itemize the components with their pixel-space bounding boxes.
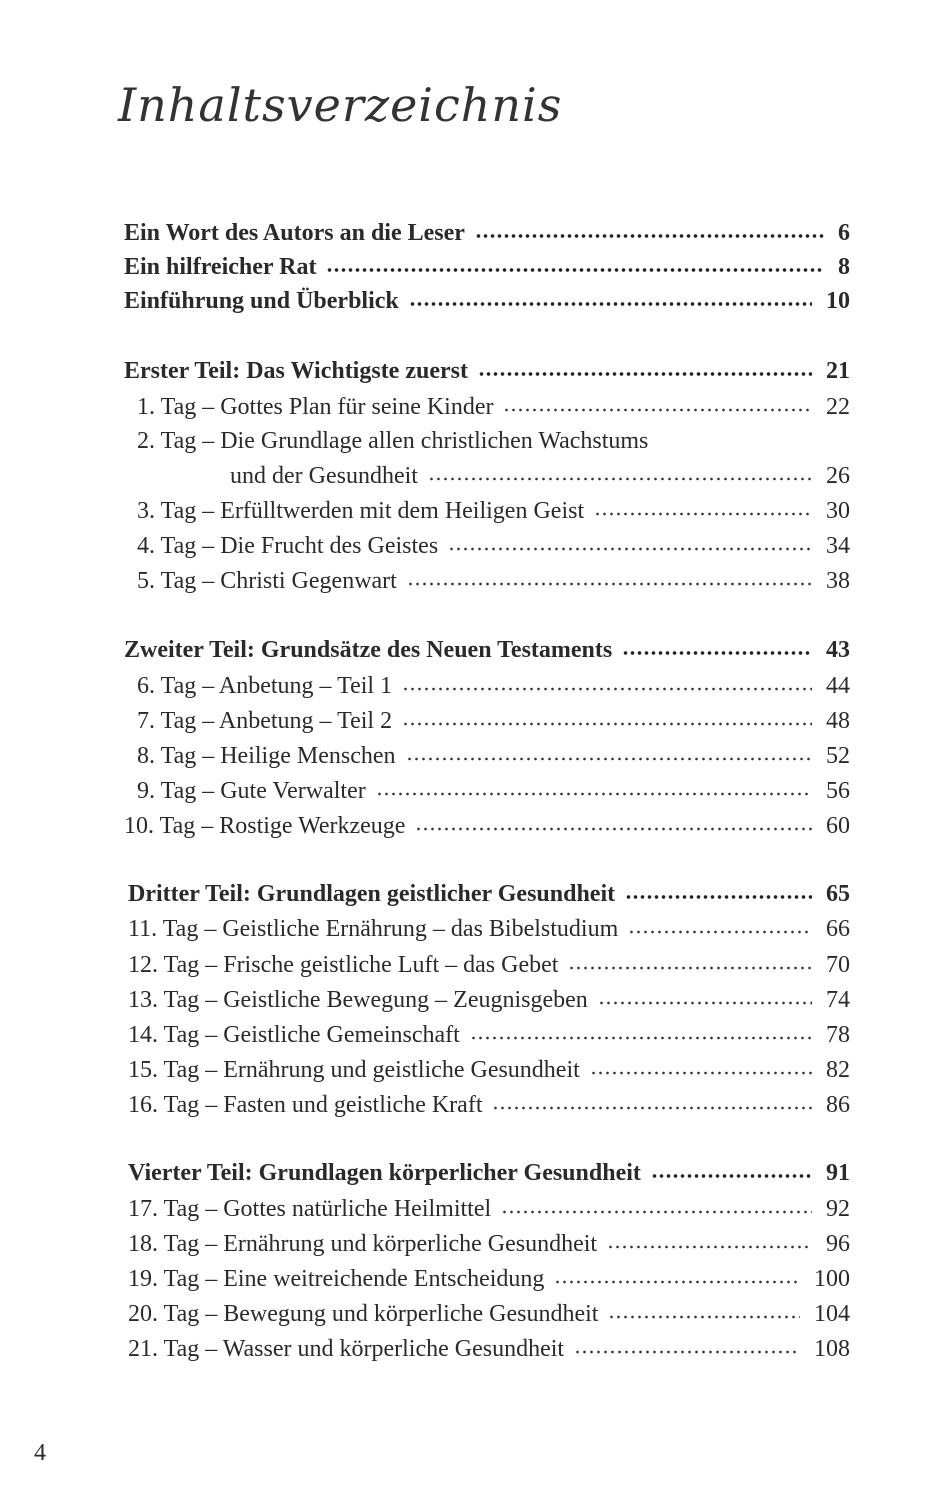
toc-entry-page: 48 [826, 708, 850, 734]
toc-entry-page: 104 [814, 1301, 850, 1327]
toc-entry[interactable] [0, 286, 941, 321]
toc-entry-title: Tag – Fasten und geistliche Kraft [163, 1092, 483, 1118]
toc-leader [607, 1245, 812, 1249]
toc-entry-page: 78 [826, 1022, 850, 1048]
toc-entry-number: 2. [137, 428, 155, 454]
toc-entry-title: Tag – Geistliche Bewegung – Zeugnisgeben [163, 987, 588, 1013]
toc-entry-page: 108 [814, 1336, 850, 1362]
toc-leader [628, 930, 812, 934]
toc-entry-number: 4. [137, 533, 155, 559]
toc-entry-label: Ein Wort des Autors an die Leser [124, 220, 465, 246]
toc-entry[interactable] [0, 776, 941, 811]
toc-leader [402, 687, 812, 691]
toc-entry[interactable] [0, 914, 941, 949]
toc-entry-label [128, 985, 588, 1015]
toc-entry-title: Tag – Anbetung – Teil 1 [160, 673, 393, 699]
toc-entry-label: Einführung und Überblick [124, 288, 399, 314]
toc-entry-page: 43 [826, 637, 850, 663]
toc-entry-page: 96 [826, 1231, 850, 1257]
toc-entry-label [128, 950, 558, 980]
toc-entry-number: 16. [128, 1092, 158, 1118]
toc-leader [554, 1280, 800, 1284]
toc-entry-title: Tag – Gottes Plan für seine Kinder [160, 394, 494, 420]
toc-entry-title: Tag – Gottes natürliche Heilmittel [163, 1196, 492, 1222]
toc-entry-label [137, 706, 392, 736]
toc-entry-number: 14. [128, 1022, 158, 1048]
toc-entry-title: Tag – Die Grundlage allen christlichen Wachstums [160, 428, 649, 454]
toc-entry-label [128, 1090, 482, 1120]
toc-leader [415, 827, 812, 831]
toc-entry-page: 86 [826, 1092, 850, 1118]
toc-leader [478, 372, 812, 376]
toc-entry-number: 5. [137, 568, 155, 594]
toc-entry-label [128, 1229, 597, 1259]
toc-entry-label [137, 671, 392, 701]
toc-entry-label [137, 566, 397, 596]
toc-entry-page: 92 [826, 1196, 850, 1222]
toc-entry-number: 1. [137, 394, 155, 420]
toc-part-heading[interactable] [0, 356, 941, 391]
toc-entry-title: Tag – Anbetung – Teil 2 [160, 708, 393, 734]
toc-entry-title: Tag – Geistliche Ernährung – das Bibelstudium [162, 916, 619, 942]
toc-entry-label: Vierter Teil: Grundlagen körperlicher Gesundheit [128, 1160, 641, 1186]
toc-entry-page: 34 [826, 533, 850, 559]
toc-entry-page: 65 [826, 881, 850, 907]
toc-entry-number: 17. [128, 1196, 158, 1222]
toc-entry[interactable] [0, 1090, 941, 1125]
toc-leader [475, 234, 824, 238]
toc-entry-title: Tag – Eine weitreichende Entscheidung [163, 1266, 545, 1292]
toc-leader [501, 1210, 812, 1214]
toc-entry-page: 44 [826, 673, 850, 699]
toc-entry[interactable] [0, 531, 941, 566]
toc-entry[interactable] [0, 496, 941, 531]
toc-entry-page: 100 [814, 1266, 850, 1292]
toc-leader [407, 582, 812, 586]
toc-entry-label: Erster Teil: Das Wichtigste zuerst [124, 358, 468, 384]
toc-leader [470, 1036, 812, 1040]
toc-entry-number: 12. [128, 952, 158, 978]
toc-entry-label: Zweiter Teil: Grundsätze des Neuen Testaments [124, 637, 613, 663]
toc-entry-title: Tag – Frische geistliche Luft – das Gebet [163, 952, 559, 978]
toc-entry[interactable] [0, 706, 941, 741]
toc-entry-label [128, 1264, 544, 1294]
toc-entry-page: 56 [826, 778, 850, 804]
toc-entry-page: 10 [826, 288, 850, 314]
toc-leader [608, 1315, 800, 1319]
toc-entry-title: Tag – Die Frucht des Geistes [160, 533, 439, 559]
toc-entry-number: 8. [137, 743, 155, 769]
toc-part-heading[interactable] [0, 635, 941, 670]
toc-entry[interactable] [0, 252, 941, 287]
toc-entry-page: 6 [838, 220, 850, 246]
toc-entry-label [137, 531, 438, 561]
toc-entry-title: Tag – Erfülltwerden mit dem Heiligen Geist [160, 498, 585, 524]
toc-entry[interactable] [0, 1334, 941, 1369]
toc-entry-label [128, 1055, 580, 1085]
toc-leader [376, 792, 812, 796]
toc-entry-number: 7. [137, 708, 155, 734]
toc-entry-title: Tag – Bewegung und körperliche Gesundheit [163, 1301, 599, 1327]
toc-entry-page: 52 [826, 743, 850, 769]
toc-entry-label [128, 1299, 598, 1329]
toc-entry-number: 19. [128, 1266, 158, 1292]
toc-entry-number: 15. [128, 1057, 158, 1083]
toc-entry-label [128, 1194, 491, 1224]
toc-entry-number: 6. [137, 673, 155, 699]
toc-leader [448, 547, 812, 551]
toc-entry-number: 10. [124, 813, 154, 839]
toc-entry-title: Tag – Gute Verwalter [160, 778, 366, 804]
toc-entry[interactable] [0, 1229, 941, 1264]
toc-entry-title: Tag – Ernährung und geistliche Gesundheit [163, 1057, 580, 1083]
toc-entry-page: 82 [826, 1057, 850, 1083]
toc-entry[interactable] [0, 426, 941, 496]
toc-entry-number: 21. [128, 1336, 158, 1362]
toc-entry-page: 60 [826, 813, 850, 839]
toc-entry-number: 18. [128, 1231, 158, 1257]
toc-entry-title: Tag – Geistliche Gemeinschaft [163, 1022, 460, 1048]
toc-leader [590, 1071, 812, 1075]
toc-entry-label [128, 1334, 564, 1364]
toc-leader [651, 1174, 812, 1178]
toc-entry-page: 70 [826, 952, 850, 978]
toc-part-heading[interactable] [0, 879, 941, 914]
toc-entry[interactable] [0, 950, 941, 985]
toc-leader [406, 757, 813, 761]
toc-entry-label [124, 811, 405, 841]
toc-entry[interactable] [0, 1264, 941, 1299]
toc-entry-page: 91 [826, 1160, 850, 1186]
toc-entry-page: 38 [826, 568, 850, 594]
toc-leader [625, 895, 812, 899]
toc-entry[interactable] [0, 985, 941, 1020]
toc-entry[interactable] [0, 218, 941, 253]
toc-entry-page: 22 [826, 394, 850, 420]
toc-leader [409, 302, 812, 306]
toc-entry-label: Ein hilfreicher Rat [124, 254, 317, 280]
toc-entry-page: 26 [826, 463, 850, 489]
toc-part-heading[interactable] [0, 1158, 941, 1193]
toc-entry-number: 20. [128, 1301, 158, 1327]
toc-leader [428, 477, 812, 481]
toc-entry[interactable] [0, 392, 941, 427]
toc-entry-number: 13. [128, 987, 158, 1013]
toc-entry[interactable] [0, 1020, 941, 1055]
toc-leader [402, 722, 812, 726]
toc-entry-label [137, 496, 584, 526]
toc-entry-number: 9. [137, 778, 155, 804]
toc-entry-label [137, 426, 648, 456]
toc-leader [594, 512, 812, 516]
toc-entry-title: Tag – Wasser und körperliche Gesundheit [163, 1336, 565, 1362]
toc-leader [503, 408, 812, 412]
toc-entry[interactable] [0, 811, 941, 846]
toc-entry-page: 66 [826, 916, 850, 942]
toc-entry[interactable] [0, 1194, 941, 1229]
page-title: Inhaltsverzeichnis [118, 78, 563, 132]
toc-entry-label-continued: und der Gesundheit [230, 463, 418, 489]
toc-entry-page: 21 [826, 358, 850, 384]
toc-entry-page: 74 [826, 987, 850, 1013]
toc-entry-title: Tag – Christi Gegenwart [160, 568, 397, 594]
toc-entry-label [128, 1020, 460, 1050]
toc-entry-label [128, 914, 618, 944]
toc-leader [326, 268, 824, 272]
toc-entry-title: Tag – Ernährung und körperliche Gesundheit [163, 1231, 598, 1257]
toc-leader [568, 966, 812, 970]
toc-leader [622, 651, 812, 655]
toc-entry-number: 11. [128, 916, 158, 942]
toc-entry-label: Dritter Teil: Grundlagen geistlicher Gesundheit [128, 881, 616, 907]
toc-entry-page: 30 [826, 498, 850, 524]
toc-entry-label [137, 741, 396, 771]
toc-leader [492, 1106, 812, 1110]
toc-entry-page: 8 [838, 254, 850, 280]
toc-entry-number: 3. [137, 498, 155, 524]
toc-entry-label [137, 776, 366, 806]
toc-leader [598, 1001, 812, 1005]
page-number: 4 [34, 1440, 46, 1466]
toc-entry-label [137, 392, 493, 422]
toc-entry[interactable] [0, 671, 941, 706]
toc-entry-title: Tag – Heilige Menschen [160, 743, 396, 769]
toc-entry[interactable] [0, 566, 941, 601]
toc-entry[interactable] [0, 1055, 941, 1090]
toc-entry[interactable] [0, 1299, 941, 1334]
toc-entry-title: Tag – Rostige Werkzeuge [159, 813, 406, 839]
toc-entry[interactable] [0, 741, 941, 776]
toc-leader [574, 1350, 800, 1354]
